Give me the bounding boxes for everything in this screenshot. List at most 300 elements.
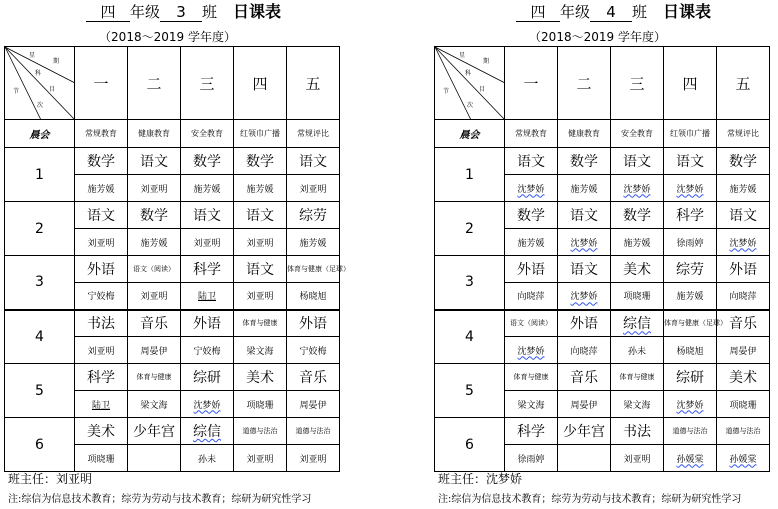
teacher-cell bbox=[505, 337, 558, 364]
teacher-name: 沈梦娇 bbox=[729, 238, 757, 249]
teacher-cell bbox=[611, 175, 664, 202]
period-5-subject-row bbox=[5, 364, 340, 391]
period-2-subject-row bbox=[5, 202, 340, 229]
period-number: 2 bbox=[5, 202, 75, 256]
morning-meeting-topic: 常规评比 bbox=[287, 120, 340, 148]
teacher-name: 沈梦娇 bbox=[517, 184, 545, 195]
teacher-cell bbox=[558, 229, 611, 256]
subject-name: 美术 bbox=[246, 370, 274, 386]
teacher-cell bbox=[558, 391, 611, 418]
teacher-name: 陆卫 bbox=[197, 292, 216, 303]
subject-name: 少年宫 bbox=[563, 424, 605, 440]
teacher-cell bbox=[181, 337, 234, 364]
weekday-3: 三 bbox=[181, 47, 234, 120]
corner-label: 目 bbox=[49, 86, 56, 93]
subject-cell bbox=[75, 202, 128, 229]
teacher-cell bbox=[505, 229, 558, 256]
morning-meeting-row bbox=[435, 120, 770, 148]
subject-note: 注:综信为信息技术教育；综劳为劳动与技术教育；综研为研究性学习 bbox=[8, 494, 312, 505]
teacher-name: 施芳媛 bbox=[570, 184, 598, 195]
teacher-cell bbox=[505, 175, 558, 202]
period-number: 3 bbox=[435, 256, 505, 310]
period-6-subject-row bbox=[435, 418, 770, 445]
morning-meeting-row bbox=[5, 120, 340, 148]
diagonal-lines bbox=[435, 47, 505, 120]
teacher-name: 施芳媛 bbox=[299, 238, 327, 249]
teacher-cell bbox=[287, 283, 340, 310]
subject-cell bbox=[558, 364, 611, 391]
subject-cell bbox=[664, 364, 717, 391]
teacher-name: 梁文海 bbox=[623, 400, 651, 411]
subject-name: 语文 bbox=[193, 208, 221, 224]
weekday-2: 二 bbox=[128, 47, 181, 120]
morning-meeting-topic: 安全教育 bbox=[611, 120, 664, 148]
subject-cell bbox=[558, 148, 611, 175]
subject-cell bbox=[611, 418, 664, 445]
teacher-cell bbox=[128, 337, 181, 364]
academic-year: （2018～2019 学年度） bbox=[529, 30, 666, 44]
subject-cell bbox=[128, 364, 181, 391]
subject-cell bbox=[611, 364, 664, 391]
teacher-cell bbox=[287, 337, 340, 364]
subject-name: 少年宫 bbox=[133, 424, 175, 440]
weekday-1: 一 bbox=[75, 47, 128, 120]
teacher-cell bbox=[505, 283, 558, 310]
subject-name: 数学 bbox=[570, 154, 598, 170]
period-4-subject-row bbox=[435, 310, 770, 337]
teacher-name: 孙媛棠 bbox=[729, 454, 757, 465]
weekday-1: 一 bbox=[505, 47, 558, 120]
morning-meeting-topic: 常规教育 bbox=[75, 120, 128, 148]
teacher-name: 刘亚明 bbox=[87, 238, 115, 249]
schedule-name: 日课表 bbox=[233, 2, 282, 21]
subject-name: 综研 bbox=[676, 370, 704, 386]
teacher-name: 梁文海 bbox=[246, 346, 274, 357]
class-value: 3 bbox=[160, 4, 202, 22]
subject-name: 语文 bbox=[140, 154, 168, 170]
weekday-3: 三 bbox=[611, 47, 664, 120]
subject-cell bbox=[234, 256, 287, 283]
corner-label: 期 bbox=[53, 58, 60, 65]
teacher-name: 孙媛棠 bbox=[676, 454, 704, 465]
subject-cell bbox=[234, 148, 287, 175]
teacher-name: 杨晓旭 bbox=[676, 346, 704, 357]
schedule-title bbox=[86, 2, 281, 22]
subject-name: 音乐 bbox=[729, 316, 757, 333]
teacher-cell bbox=[234, 283, 287, 310]
subject-name: 道德与法治 bbox=[242, 427, 278, 435]
period-number: 3 bbox=[5, 256, 75, 310]
teacher-name: 徐雨婷 bbox=[517, 454, 545, 465]
teacher-name: 项晓珊 bbox=[729, 400, 757, 411]
teacher-name: 宁姣梅 bbox=[299, 346, 327, 357]
subject-name: 科学 bbox=[676, 208, 704, 224]
teacher-name: 刘亚明 bbox=[623, 454, 651, 465]
teacher-cell bbox=[717, 391, 770, 418]
grade-value: 四 bbox=[516, 4, 560, 22]
teacher-cell bbox=[181, 445, 234, 472]
subject-cell bbox=[128, 256, 181, 283]
teacher-cell bbox=[234, 175, 287, 202]
teacher-name: 宁姣梅 bbox=[87, 292, 115, 303]
subject-name: 外语 bbox=[193, 316, 221, 333]
teacher-cell bbox=[287, 175, 340, 202]
teacher-cell bbox=[558, 283, 611, 310]
period-number: 5 bbox=[5, 364, 75, 418]
subject-cell bbox=[717, 364, 770, 391]
teacher-name: 项晓珊 bbox=[87, 454, 115, 465]
subject-cell bbox=[287, 418, 340, 445]
teacher-name: 梁文海 bbox=[140, 400, 168, 411]
teacher-name: 沈梦娇 bbox=[676, 184, 704, 195]
subject-name: 音乐 bbox=[299, 370, 327, 386]
morning-meeting-topic: 常规评比 bbox=[717, 120, 770, 148]
subject-name: 外语 bbox=[729, 262, 757, 278]
subject-name: 科学 bbox=[517, 424, 545, 440]
teacher-name: 周晏伊 bbox=[140, 346, 168, 357]
subject-note: 注:综信为信息技术教育；综劳为劳动与技术教育；综研为研究性学习 bbox=[438, 494, 742, 505]
teacher-cell bbox=[717, 175, 770, 202]
subject-cell bbox=[505, 418, 558, 445]
teacher-cell bbox=[128, 391, 181, 418]
period-number: 1 bbox=[435, 148, 505, 202]
subject-cell bbox=[611, 148, 664, 175]
subject-cell bbox=[558, 202, 611, 229]
corner-label: 次 bbox=[467, 102, 474, 109]
teacher-cell bbox=[181, 283, 234, 310]
subject-name: 体育与健康（足球） bbox=[287, 265, 350, 273]
subject-name: 综信 bbox=[193, 424, 221, 440]
subject-name: 数学 bbox=[246, 154, 274, 170]
period-1-subject-row bbox=[5, 148, 340, 175]
subject-cell bbox=[287, 310, 340, 337]
teacher-cell bbox=[234, 229, 287, 256]
subject-cell bbox=[611, 202, 664, 229]
corner-label: 星 bbox=[29, 52, 36, 59]
teacher-cell bbox=[505, 445, 558, 472]
teacher-name: 施芳媛 bbox=[729, 184, 757, 195]
subject-name: 语文 bbox=[623, 154, 651, 170]
subject-cell bbox=[664, 418, 717, 445]
subject-name: 语文 bbox=[299, 154, 327, 170]
corner-label: 科 bbox=[35, 70, 42, 77]
subject-cell bbox=[234, 202, 287, 229]
subject-cell bbox=[75, 364, 128, 391]
subject-name: 数学 bbox=[729, 154, 757, 170]
teacher-cell bbox=[611, 391, 664, 418]
subject-cell bbox=[234, 310, 287, 337]
teacher-name: 徐雨婷 bbox=[676, 238, 704, 249]
teacher-cell bbox=[664, 283, 717, 310]
teacher-name: 刘亚明 bbox=[299, 184, 327, 195]
subject-name: 综研 bbox=[193, 370, 221, 386]
schedule-title bbox=[516, 2, 711, 22]
teacher-name: 施芳媛 bbox=[676, 292, 704, 303]
subject-cell bbox=[505, 256, 558, 283]
teacher-name: 沈梦娇 bbox=[570, 292, 598, 303]
teacher-cell bbox=[181, 175, 234, 202]
teacher-cell bbox=[128, 445, 181, 472]
teacher-cell bbox=[181, 229, 234, 256]
period-number: 6 bbox=[435, 418, 505, 472]
morning-meeting-topic: 红领巾广播 bbox=[664, 120, 717, 148]
head-teacher: 班主任：沈梦娇 bbox=[438, 472, 523, 486]
teacher-name: 梁文海 bbox=[517, 400, 545, 411]
subject-name: 语文 bbox=[676, 154, 704, 170]
teacher-name: 周晏伊 bbox=[729, 346, 757, 357]
subject-name: 语文 bbox=[246, 208, 274, 224]
subject-cell bbox=[558, 310, 611, 337]
morning-meeting-topic: 红领巾广播 bbox=[234, 120, 287, 148]
subject-name: 语文 bbox=[246, 262, 274, 278]
corner-header-cell bbox=[5, 47, 75, 120]
teacher-cell bbox=[558, 175, 611, 202]
teacher-cell bbox=[287, 445, 340, 472]
subject-cell bbox=[664, 148, 717, 175]
subject-name: 美术 bbox=[87, 424, 115, 440]
weekday-5: 五 bbox=[287, 47, 340, 120]
teacher-name: 孙未 bbox=[197, 454, 216, 465]
teacher-cell bbox=[717, 337, 770, 364]
teacher-cell bbox=[611, 445, 664, 472]
teacher-cell bbox=[287, 391, 340, 418]
teacher-name: 周晏伊 bbox=[299, 400, 327, 411]
subject-name: 数学 bbox=[87, 154, 115, 170]
period-number: 5 bbox=[435, 364, 505, 418]
subject-cell bbox=[287, 148, 340, 175]
teacher-cell bbox=[75, 391, 128, 418]
subject-name: 美术 bbox=[729, 370, 757, 386]
academic-year: （2018～2019 学年度） bbox=[99, 30, 236, 44]
teacher-cell bbox=[128, 175, 181, 202]
timetable bbox=[434, 46, 770, 472]
teacher-name: 沈梦娇 bbox=[570, 238, 598, 249]
subject-name: 道德与法治 bbox=[672, 427, 708, 435]
corner-label: 节 bbox=[13, 88, 20, 95]
teacher-name: 刘亚明 bbox=[299, 454, 327, 465]
teacher-name: 沈梦娇 bbox=[193, 400, 221, 411]
period-2-subject-row bbox=[435, 202, 770, 229]
subject-name: 科学 bbox=[87, 370, 115, 386]
morning-meeting-label: 晨会 bbox=[435, 120, 505, 148]
teacher-cell bbox=[717, 283, 770, 310]
subject-cell bbox=[181, 148, 234, 175]
subject-cell bbox=[505, 364, 558, 391]
teacher-name: 施芳媛 bbox=[193, 184, 221, 195]
weekday-header-row bbox=[435, 47, 770, 120]
teacher-name: 刘亚明 bbox=[140, 184, 168, 195]
teacher-cell bbox=[234, 337, 287, 364]
teacher-name: 施芳媛 bbox=[246, 184, 274, 195]
teacher-name: 项晓珊 bbox=[246, 400, 274, 411]
subject-cell bbox=[75, 148, 128, 175]
class-value: 4 bbox=[590, 4, 632, 22]
teacher-name: 刘亚明 bbox=[193, 238, 221, 249]
diagonal-lines bbox=[5, 47, 75, 120]
corner-label: 次 bbox=[37, 102, 44, 109]
subject-cell bbox=[505, 310, 558, 337]
teacher-name: 沈梦娇 bbox=[517, 346, 545, 357]
teacher-cell bbox=[664, 229, 717, 256]
subject-name: 综信 bbox=[623, 316, 651, 333]
teacher-name: 杨晓旭 bbox=[299, 292, 327, 303]
subject-cell bbox=[505, 202, 558, 229]
period-3-subject-row bbox=[435, 256, 770, 283]
weekday-5: 五 bbox=[717, 47, 770, 120]
teacher-cell bbox=[75, 283, 128, 310]
subject-name: 综劳 bbox=[676, 262, 704, 278]
subject-cell bbox=[505, 148, 558, 175]
subject-cell bbox=[664, 202, 717, 229]
teacher-name: 孙未 bbox=[627, 346, 646, 357]
subject-cell bbox=[128, 202, 181, 229]
subject-name: 体育与健康 bbox=[242, 319, 278, 328]
subject-name: 语文 bbox=[87, 208, 115, 224]
subject-name: 语文 bbox=[570, 208, 598, 224]
weekday-header-row bbox=[5, 47, 340, 120]
teacher-name: 周晏伊 bbox=[570, 400, 598, 411]
subject-cell bbox=[234, 418, 287, 445]
subject-name: 语文 bbox=[570, 262, 598, 278]
subject-cell bbox=[181, 418, 234, 445]
period-number: 1 bbox=[5, 148, 75, 202]
period-1-subject-row bbox=[435, 148, 770, 175]
teacher-cell bbox=[664, 391, 717, 418]
class-suffix: 班 bbox=[632, 3, 648, 21]
subject-name: 体育与健康（足球） bbox=[664, 319, 727, 328]
subject-name: 数学 bbox=[140, 208, 168, 224]
teacher-name: 施芳媛 bbox=[87, 184, 115, 195]
subject-name: 外语 bbox=[517, 262, 545, 278]
teacher-name: 沈梦娇 bbox=[676, 400, 704, 411]
corner-label: 期 bbox=[483, 58, 490, 65]
subject-name: 数学 bbox=[623, 208, 651, 224]
subject-cell bbox=[75, 418, 128, 445]
subject-name: 外语 bbox=[299, 316, 327, 333]
morning-meeting-topic: 健康教育 bbox=[558, 120, 611, 148]
teacher-name: 沈梦娇 bbox=[623, 184, 651, 195]
teacher-cell bbox=[75, 175, 128, 202]
subject-name: 道德与法治 bbox=[725, 427, 761, 435]
subject-name: 书法 bbox=[623, 424, 651, 440]
teacher-cell bbox=[664, 175, 717, 202]
subject-name: 科学 bbox=[193, 262, 221, 278]
subject-name: 语文（阅读） bbox=[133, 265, 175, 273]
teacher-name: 刘亚明 bbox=[246, 454, 274, 465]
teacher-name: 宁姣梅 bbox=[193, 346, 221, 357]
subject-cell bbox=[717, 148, 770, 175]
teacher-cell bbox=[128, 283, 181, 310]
teacher-name: 施芳媛 bbox=[623, 238, 651, 249]
teacher-name: 向晓萍 bbox=[729, 292, 757, 303]
timetable bbox=[4, 46, 350, 472]
subject-cell bbox=[287, 256, 350, 283]
teacher-name: 施芳媛 bbox=[140, 238, 168, 249]
teacher-cell bbox=[128, 229, 181, 256]
teacher-name: 刘亚明 bbox=[246, 292, 274, 303]
teacher-cell bbox=[558, 337, 611, 364]
corner-header-cell bbox=[435, 47, 505, 120]
head-teacher: 班主任：刘亚明 bbox=[8, 472, 93, 486]
period-5-subject-row bbox=[435, 364, 770, 391]
weekday-4: 四 bbox=[664, 47, 717, 120]
teacher-cell bbox=[234, 445, 287, 472]
teacher-cell bbox=[664, 445, 717, 472]
subject-cell bbox=[558, 256, 611, 283]
teacher-name: 项晓珊 bbox=[623, 292, 651, 303]
subject-name: 道德与法治 bbox=[295, 427, 331, 435]
subject-name: 书法 bbox=[87, 316, 115, 333]
subject-cell bbox=[234, 364, 287, 391]
teacher-cell bbox=[287, 229, 340, 256]
teacher-cell bbox=[75, 229, 128, 256]
teacher-name: 施芳媛 bbox=[517, 238, 545, 249]
teacher-cell bbox=[558, 445, 611, 472]
subject-name: 外语 bbox=[570, 316, 598, 333]
period-number: 4 bbox=[435, 310, 505, 364]
subject-cell bbox=[128, 148, 181, 175]
grade-suffix: 年级 bbox=[560, 3, 591, 21]
subject-cell bbox=[717, 256, 770, 283]
period-number: 2 bbox=[435, 202, 505, 256]
weekday-2: 二 bbox=[558, 47, 611, 120]
teacher-name: 刘亚明 bbox=[87, 346, 115, 357]
weekday-4: 四 bbox=[234, 47, 287, 120]
teacher-cell bbox=[611, 337, 664, 364]
subject-cell bbox=[717, 202, 770, 229]
teacher-name: 陆卫 bbox=[91, 400, 110, 411]
grade-value: 四 bbox=[86, 4, 130, 22]
corner-label: 星 bbox=[459, 52, 466, 59]
teacher-cell bbox=[75, 337, 128, 364]
corner-label: 科 bbox=[465, 70, 472, 77]
teacher-cell bbox=[505, 391, 558, 418]
teacher-name: 刘亚明 bbox=[140, 292, 168, 303]
subject-name: 音乐 bbox=[570, 370, 598, 386]
teacher-name: 刘亚明 bbox=[246, 238, 274, 249]
subject-cell bbox=[128, 418, 181, 445]
corner-label: 目 bbox=[479, 86, 486, 93]
subject-name: 数学 bbox=[193, 154, 221, 170]
subject-cell bbox=[287, 202, 340, 229]
teacher-cell bbox=[181, 391, 234, 418]
subject-name: 综劳 bbox=[299, 208, 327, 224]
teacher-cell bbox=[717, 229, 770, 256]
subject-cell bbox=[181, 364, 234, 391]
subject-cell bbox=[664, 310, 727, 337]
period-number: 6 bbox=[5, 418, 75, 472]
subject-cell bbox=[75, 310, 128, 337]
subject-cell bbox=[75, 256, 128, 283]
period-number: 4 bbox=[5, 310, 75, 364]
teacher-cell bbox=[717, 445, 770, 472]
teacher-cell bbox=[611, 283, 664, 310]
period-4-subject-row bbox=[5, 310, 340, 337]
teacher-name: 向晓萍 bbox=[570, 346, 598, 357]
subject-name: 数学 bbox=[517, 208, 545, 224]
morning-meeting-topic: 健康教育 bbox=[128, 120, 181, 148]
morning-meeting-label: 晨会 bbox=[5, 120, 75, 148]
subject-cell bbox=[128, 310, 181, 337]
subject-cell bbox=[181, 310, 234, 337]
subject-cell bbox=[181, 256, 234, 283]
subject-cell bbox=[664, 256, 717, 283]
subject-name: 语文 bbox=[729, 208, 757, 224]
class-suffix: 班 bbox=[202, 3, 218, 21]
subject-name: 体育与健康 bbox=[619, 373, 655, 381]
grade-suffix: 年级 bbox=[130, 3, 161, 21]
subject-cell bbox=[717, 418, 770, 445]
